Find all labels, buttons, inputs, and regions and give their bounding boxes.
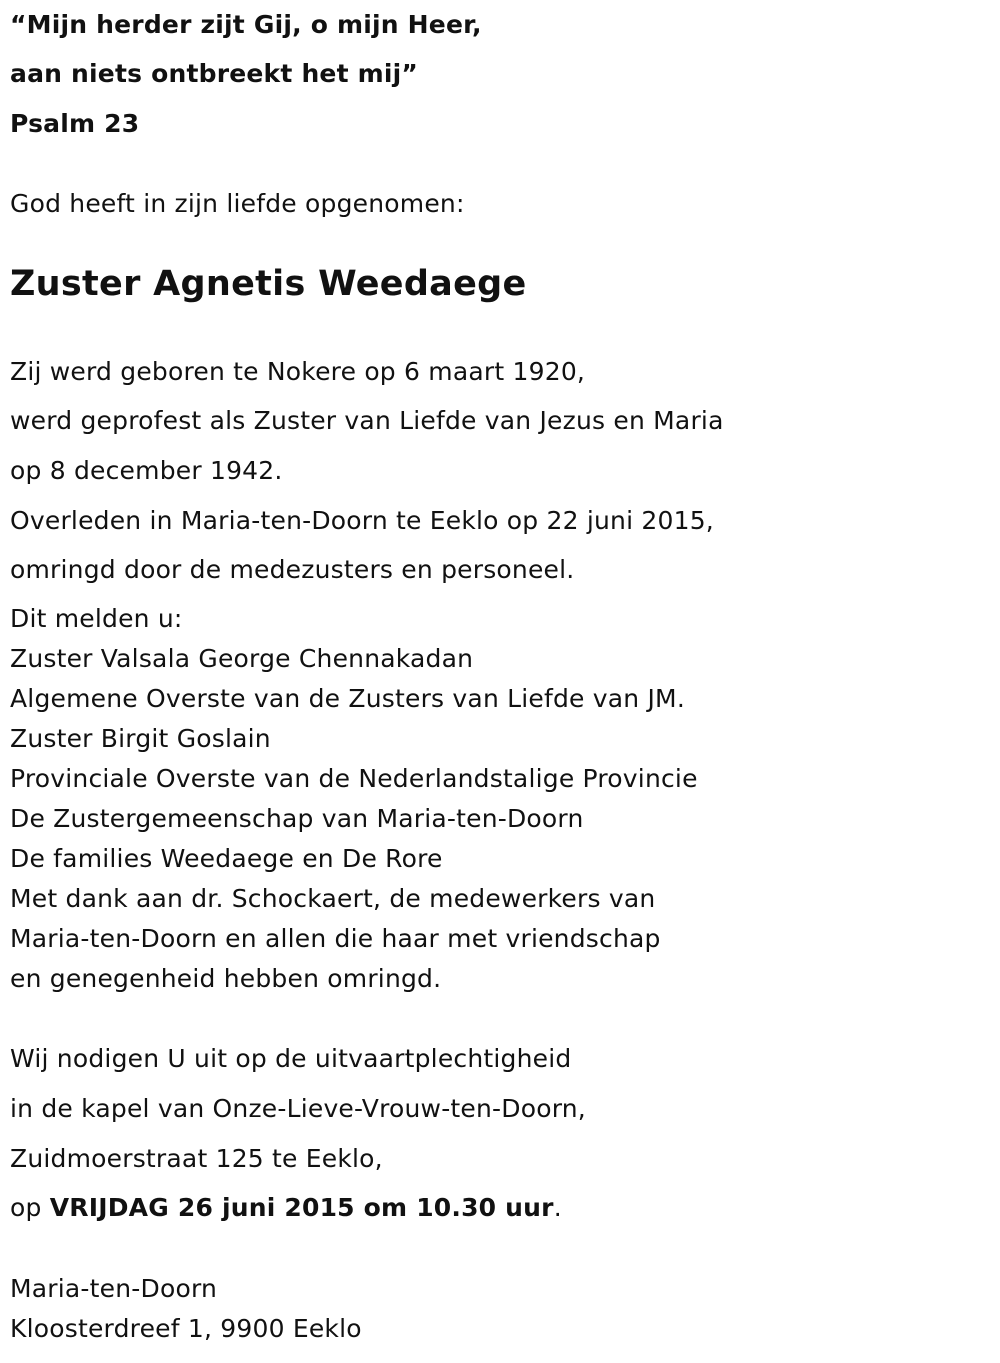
announcer-line: Dit melden u:: [10, 604, 183, 633]
invitation-line: Zuidmoerstraat 125 te Eeklo,: [10, 1144, 383, 1173]
deceased-name: Zuster Agnetis Weedaege: [10, 264, 527, 304]
intro-text: God heeft in zijn liefde opgenomen:: [10, 189, 465, 218]
announcer-line: Provinciale Overste van de Nederlandstalige Provincie: [10, 764, 698, 793]
invitation-line: in de kapel van Onze-Lieve-Vrouw-ten-Doorn,: [10, 1094, 586, 1123]
address-name: Maria-ten-Doorn: [10, 1274, 218, 1303]
funeral-date: VRIJDAG 26 juni 2015 om 10.30 uur: [49, 1193, 554, 1222]
date-prefix: op: [10, 1193, 50, 1222]
announcer-line: en genegenheid hebben omringd.: [10, 964, 442, 993]
announcer-line: Zuster Birgit Goslain: [10, 724, 271, 753]
announcer-line: Algemene Overste van de Zusters van Liefde van JM.: [10, 684, 685, 713]
quote-line-1: “Mijn herder zijt Gij, o mijn Heer,: [10, 10, 482, 39]
announcer-line: Met dank aan dr. Schockaert, de medewerkers van: [10, 884, 656, 913]
quote-source: Psalm 23: [10, 109, 140, 138]
announcer-line: De families Weedaege en De Rore: [10, 844, 443, 873]
bio-line: Overleden in Maria-ten-Doorn te Eeklo op 22 juni 2015,: [10, 506, 714, 535]
bio-line: Zij werd geboren te Nokere op 6 maart 1920,: [10, 357, 586, 386]
announcer-line: De Zustergemeenschap van Maria-ten-Doorn: [10, 804, 584, 833]
bio-line: op 8 december 1942.: [10, 456, 283, 485]
bio-line: werd geprofest als Zuster van Liefde van Jezus en Maria: [10, 406, 724, 435]
quote-line-2: aan niets ontbreekt het mij”: [10, 59, 419, 88]
invitation-line: Wij nodigen U uit op de uitvaartplechtigheid: [10, 1044, 572, 1073]
address-street: Kloosterdreef 1, 9900 Eeklo: [10, 1314, 362, 1343]
announcer-line: Maria-ten-Doorn en allen die haar met vriendschap: [10, 924, 661, 953]
bio-line: omringd door de medezusters en personeel.: [10, 555, 575, 584]
announcer-line: Zuster Valsala George Chennakadan: [10, 644, 474, 673]
funeral-date-line: [10, 1193, 562, 1223]
date-suffix: .: [553, 1193, 562, 1222]
